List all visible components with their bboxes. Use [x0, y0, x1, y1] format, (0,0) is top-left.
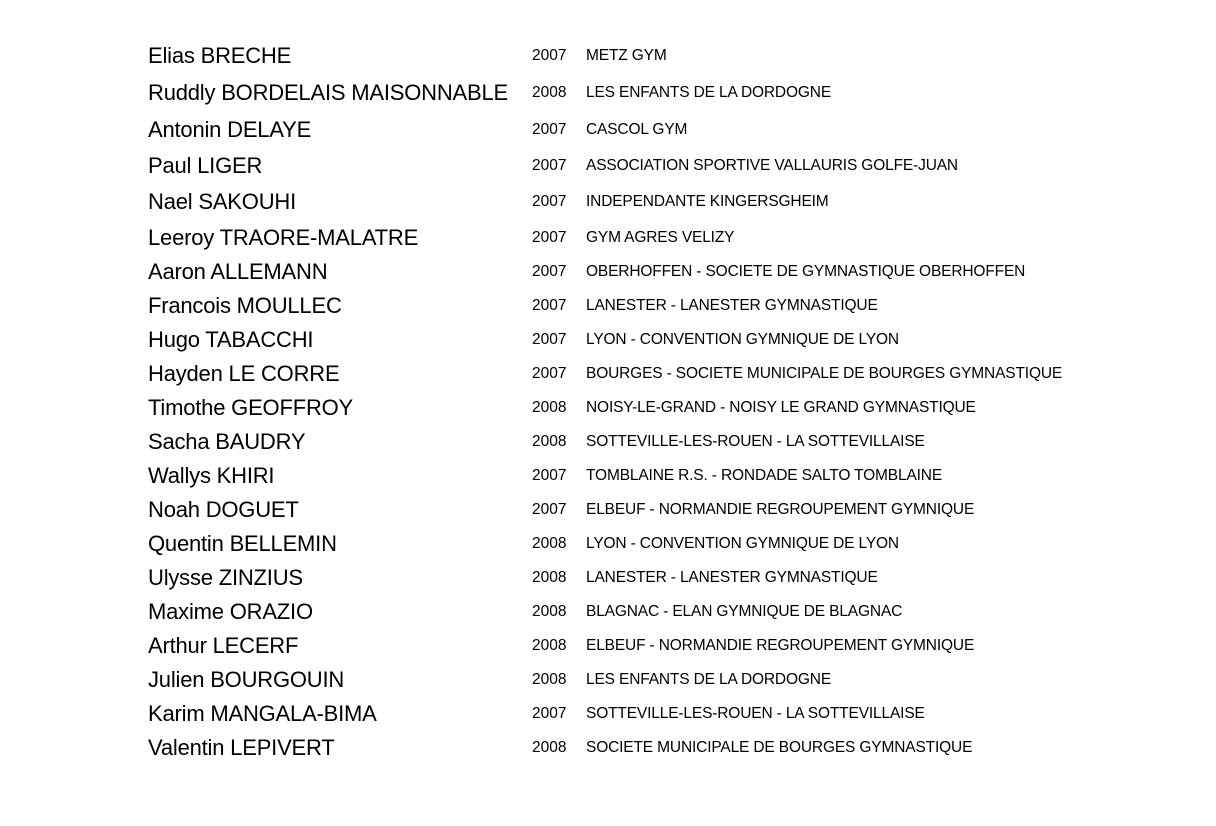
roster-row — [148, 74, 1148, 111]
athlete-name: Karim MANGALA-BIMA — [148, 701, 377, 726]
athlete-name: Quentin BELLEMIN — [148, 531, 337, 556]
roster-row — [148, 184, 1148, 220]
club-name: OBERHOFFEN - SOCIETE DE GYMNASTIQUE OBERHOFFEN — [586, 263, 1026, 280]
club-name: ASSOCIATION SPORTIVE VALLAURIS GOLFE-JUAN — [586, 157, 958, 174]
athlete-name: Noah DOGUET — [148, 497, 299, 522]
club-name: BLAGNAC - ELAN GYMNIQUE DE BLAGNAC — [586, 603, 903, 620]
roster-row — [148, 459, 1148, 493]
birth-year: 2008 — [532, 671, 567, 688]
athlete-name: Sacha BAUDRY — [148, 429, 306, 454]
club-name: LYON - CONVENTION GYMNIQUE DE LYON — [586, 331, 899, 348]
birth-year: 2007 — [532, 193, 567, 210]
gymnast-roster-list — [148, 38, 1148, 765]
roster-row — [148, 391, 1148, 425]
club-name: INDEPENDANTE KINGERSGHEIM — [586, 193, 829, 210]
birth-year: 2008 — [532, 535, 567, 552]
athlete-name: Paul LIGER — [148, 153, 263, 178]
birth-year: 2008 — [532, 399, 567, 416]
birth-year: 2007 — [532, 297, 567, 314]
club-name: LES ENFANTS DE LA DORDOGNE — [586, 671, 832, 688]
roster-row — [148, 561, 1148, 595]
club-name: SOCIETE MUNICIPALE DE BOURGES GYMNASTIQUE — [586, 739, 973, 756]
athlete-name: Julien BOURGOUIN — [148, 667, 345, 692]
athlete-name: Leeroy TRAORE-MALATRE — [148, 224, 419, 250]
roster-row — [148, 357, 1148, 391]
club-name: BOURGES - SOCIETE MUNICIPALE DE BOURGES GYMNASTIQUE — [586, 365, 1063, 382]
birth-year: 2008 — [532, 637, 567, 654]
roster-row — [148, 697, 1148, 731]
club-name: GYM AGRES VELIZY — [586, 228, 735, 246]
athlete-name: Timothe GEOFFROY — [148, 395, 354, 420]
birth-year: 2007 — [532, 263, 567, 280]
birth-year: 2007 — [532, 705, 567, 722]
birth-year: 2007 — [532, 331, 567, 348]
birth-year: 2007 — [532, 501, 567, 518]
athlete-name: Elias BRECHE — [148, 43, 292, 68]
birth-year: 2007 — [532, 228, 567, 246]
club-name: TOMBLAINE R.S. - RONDADE SALTO TOMBLAINE — [586, 467, 943, 484]
roster-row — [148, 111, 1148, 148]
birth-year: 2007 — [532, 467, 567, 484]
athlete-name: Aaron ALLEMANN — [148, 259, 328, 284]
athlete-name: Wallys KHIRI — [148, 463, 275, 488]
birth-year: 2008 — [532, 83, 567, 101]
club-name: SOTTEVILLE-LES-ROUEN - LA SOTTEVILLAISE — [586, 705, 925, 722]
birth-year: 2008 — [532, 569, 567, 586]
club-name: ELBEUF - NORMANDIE REGROUPEMENT GYMNIQUE — [586, 637, 975, 654]
athlete-name: Nael SAKOUHI — [148, 189, 296, 214]
athlete-name: Ulysse ZINZIUS — [148, 565, 303, 590]
club-name: NOISY-LE-GRAND - NOISY LE GRAND GYMNASTIQUE — [586, 399, 976, 416]
athlete-name: Maxime ORAZIO — [148, 599, 313, 624]
club-name: LANESTER - LANESTER GYMNASTIQUE — [586, 297, 878, 314]
birth-year: 2007 — [532, 157, 567, 174]
roster-row — [148, 425, 1148, 459]
athlete-name: Hugo TABACCHI — [148, 327, 314, 352]
club-name: CASCOL GYM — [586, 120, 688, 138]
roster-row — [148, 527, 1148, 561]
athlete-name: Francois MOULLEC — [148, 293, 342, 318]
roster-row — [148, 493, 1148, 527]
birth-year: 2007 — [532, 120, 567, 138]
roster-row — [148, 323, 1148, 357]
roster-row — [148, 38, 1148, 74]
athlete-name: Hayden LE CORRE — [148, 361, 340, 386]
birth-year: 2007 — [532, 365, 567, 382]
roster-row — [148, 148, 1148, 184]
birth-year: 2008 — [532, 739, 567, 756]
roster-row — [148, 663, 1148, 697]
birth-year: 2008 — [532, 433, 567, 450]
athlete-name: Arthur LECERF — [148, 633, 299, 658]
club-name: ELBEUF - NORMANDIE REGROUPEMENT GYMNIQUE — [586, 501, 975, 518]
roster-row — [148, 255, 1148, 289]
athlete-name: Antonin DELAYE — [148, 116, 312, 142]
roster-row — [148, 289, 1148, 323]
roster-row — [148, 629, 1148, 663]
roster-row — [148, 595, 1148, 629]
roster-row — [148, 731, 1148, 765]
birth-year: 2007 — [532, 47, 567, 64]
club-name: LANESTER - LANESTER GYMNASTIQUE — [586, 569, 878, 586]
club-name: LYON - CONVENTION GYMNIQUE DE LYON — [586, 535, 899, 552]
club-name: LES ENFANTS DE LA DORDOGNE — [586, 83, 832, 101]
birth-year: 2008 — [532, 603, 567, 620]
club-name: METZ GYM — [586, 47, 667, 64]
athlete-name: Ruddly BORDELAIS MAISONNABLE — [148, 79, 508, 105]
roster-row — [148, 220, 1148, 255]
athlete-name: Valentin LEPIVERT — [148, 735, 335, 760]
club-name: SOTTEVILLE-LES-ROUEN - LA SOTTEVILLAISE — [586, 433, 925, 450]
